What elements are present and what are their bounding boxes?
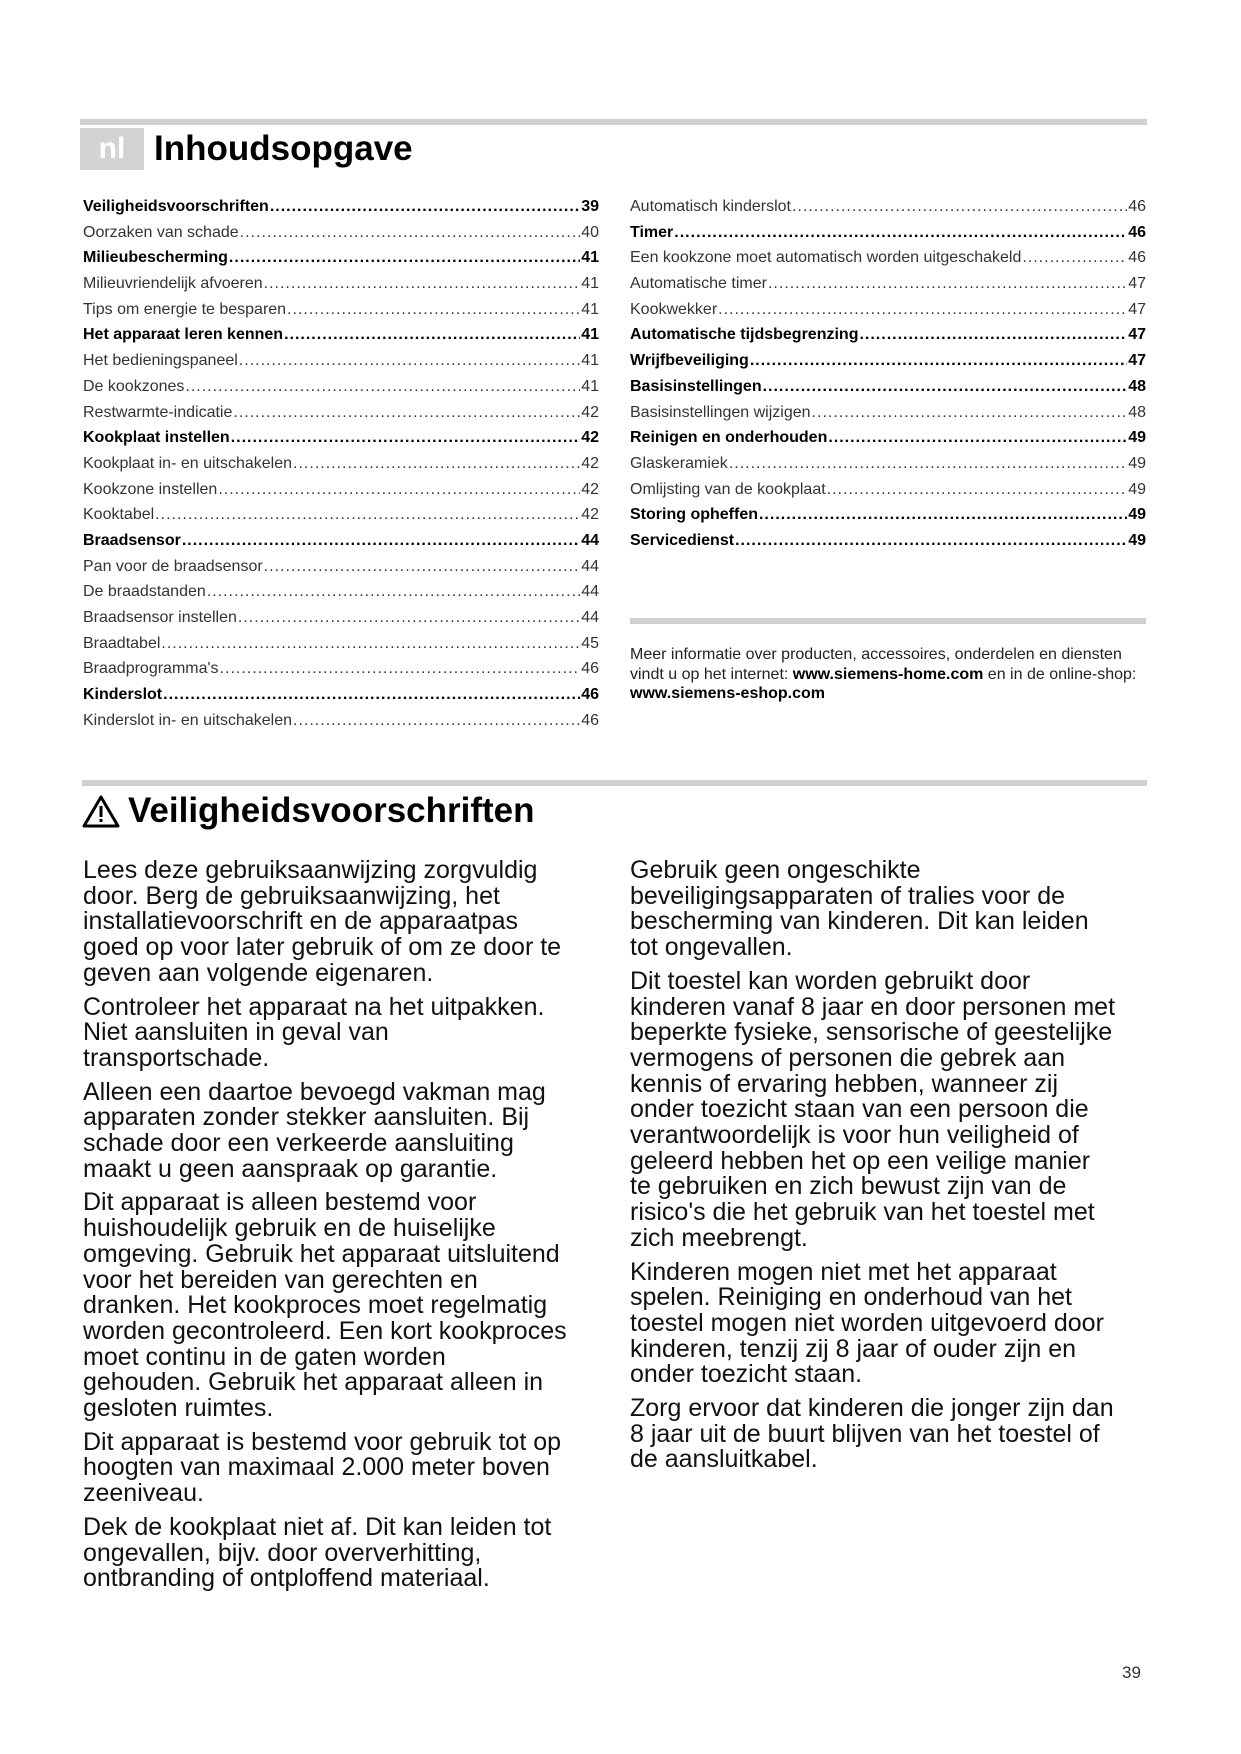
dot-leader (163, 682, 580, 708)
text-line: kennis of ervaring hebben, wanneer zij (630, 1069, 1059, 1098)
toc-entry-label: De braadstanden (83, 583, 206, 601)
text-line: ongevallen, bijv. door oververhitting, (83, 1538, 482, 1567)
toc-entry[interactable] (83, 400, 599, 426)
text-line: bescherming van kinderen. Dit kan leiden (630, 907, 1089, 936)
toc-entry[interactable] (630, 451, 1146, 477)
dot-leader (231, 425, 581, 451)
text-line: gesloten ruimtes. (83, 1394, 274, 1423)
toc-entry-page: 49 (1128, 531, 1146, 549)
toc-entry[interactable] (83, 528, 599, 554)
dot-leader (293, 708, 580, 734)
dot-leader (759, 502, 1127, 528)
text-line: verantwoordelijk is voor hun veiligheid of (630, 1121, 1079, 1150)
toc-entry[interactable] (630, 322, 1146, 348)
text-line: Alleen een daartoe bevoegd vakman mag (83, 1077, 546, 1106)
toc-entry[interactable] (83, 708, 599, 734)
text-line: transportschade. (83, 1043, 270, 1072)
toc-entry-page: 39 (581, 198, 599, 215)
text-line: Zorg ervoor dat kinderen die jonger zijn dan (630, 1394, 1114, 1423)
text-line: voor het bereiden van gerechten en (83, 1265, 478, 1294)
dot-leader (287, 297, 580, 323)
text-line: schade door een verkeerde aansluiting (83, 1129, 514, 1158)
toc-entry-label: Glaskeramiek (630, 454, 728, 472)
toc-entry[interactable] (630, 477, 1146, 503)
text-line: apparaten zonder stekker aansluiten. Bij (83, 1103, 530, 1132)
safety-paragraph (83, 1512, 603, 1593)
safety-paragraph (630, 858, 1150, 961)
text-line: te gebruiken en zich bewust zijn van de (630, 1172, 1067, 1201)
safety-paragraph (83, 1427, 603, 1508)
toc-entry-page: 48 (1128, 377, 1146, 395)
text-line: toestel mogen niet worden uitgevoerd door (630, 1308, 1104, 1337)
toc-entry[interactable] (83, 579, 599, 605)
toc-entry-page: 46 (581, 686, 599, 704)
toc-entry-page: 49 (1128, 506, 1146, 524)
text-line: door. Berg de gebruiksaanwijzing, het (83, 881, 500, 910)
toc-entry-page: 46 (1128, 223, 1146, 241)
toc-entry[interactable] (83, 631, 599, 657)
toc-entry[interactable] (630, 194, 1146, 220)
text-line: Dit toestel kan worden gebruikt door (630, 966, 1031, 995)
toc-entry-page: 48 (1128, 403, 1146, 421)
safety-paragraph (630, 1396, 1150, 1473)
toc-entry-page: 47 (1128, 352, 1146, 370)
text-line: worden gecontroleerd. Een kort kookproces (83, 1316, 567, 1345)
toc-entry-label: Braadsensor (83, 531, 181, 549)
section-title: Veiligheidsvoorschriften (128, 791, 535, 830)
toc-entry-label: Het bedieningspaneel (83, 352, 238, 370)
text-line: Niet aansluiten in geval van (83, 1018, 389, 1047)
toc-entry-label: Servicedienst (630, 531, 735, 549)
safety-left-column (83, 858, 603, 1600)
page-title: Inhoudsopgave (154, 129, 413, 168)
text-line: omgeving. Gebruik het apparaat uitsluitend (83, 1239, 560, 1268)
dot-leader (264, 271, 581, 297)
toc-entry-label: Braadprogramma's (83, 660, 219, 678)
toc-entry[interactable] (630, 245, 1146, 271)
text-line: kinderen vanaf 8 jaar en door personen met (630, 992, 1116, 1021)
toc-entry[interactable] (630, 528, 1146, 554)
toc-entry-label: Het apparaat leren kennen (83, 326, 284, 344)
toc-entry-label: Automatische timer (630, 275, 767, 293)
toc-entry-label: Omlijsting van de kookplaat (630, 480, 826, 498)
safety-paragraph (83, 858, 603, 987)
toc-entry-label: Veiligheidsvoorschriften (83, 198, 269, 215)
text-line: hoogten van maximaal 2.000 meter boven (83, 1453, 550, 1482)
dot-leader (155, 502, 580, 528)
toc-entry-page: 44 (581, 609, 599, 626)
dot-leader (763, 374, 1128, 400)
toc-entry-label: Kinderslot in- en uitschakelen (83, 711, 293, 729)
info-note (630, 645, 1150, 704)
toc-entry-page: 41 (581, 249, 599, 267)
toc-entry-label: De kookzones (83, 377, 185, 395)
toc-entry[interactable] (83, 194, 599, 220)
text-line: onder toezicht staan van een persoon die (630, 1095, 1089, 1124)
dot-leader (293, 451, 580, 477)
text-line: moet continu in de gaten worden (83, 1342, 446, 1371)
language-badge: nl (80, 128, 144, 170)
section-heading (82, 788, 535, 834)
toc-entry-page: 42 (581, 506, 599, 524)
text-line: geven aan volgende eigenaren. (83, 958, 434, 987)
dot-leader (207, 579, 580, 605)
text-line: Dit apparaat is alleen bestemd voor (83, 1188, 477, 1217)
toc-entry[interactable] (630, 502, 1146, 528)
toc-entry-label: Automatisch kinderslot (630, 198, 791, 215)
toc-entry-label: Kookplaat instellen (83, 429, 230, 447)
dot-leader (735, 528, 1127, 554)
toc-entry[interactable] (83, 271, 599, 297)
toc-right-column (630, 194, 1146, 554)
toc-entry[interactable] (630, 425, 1146, 451)
toc-entry[interactable] (630, 271, 1146, 297)
toc-entry-page: 46 (1128, 198, 1146, 215)
toc-entry[interactable] (630, 400, 1146, 426)
text-line: maakt u geen aanspraak op garantie. (83, 1154, 498, 1183)
toc-entry-page: 42 (581, 480, 599, 498)
dot-leader (827, 477, 1128, 503)
dot-leader (161, 631, 580, 657)
toc-entry[interactable] (83, 425, 599, 451)
toc-entry[interactable] (83, 682, 599, 708)
text-line: 8 jaar uit de buurt blijven van het toestel of (630, 1419, 1100, 1448)
text-line: gehouden. Gebruik het apparaat alleen in (83, 1368, 544, 1397)
text-line: Dit apparaat is bestemd voor gebruik tot op (83, 1427, 562, 1456)
toc-entry-page: 42 (581, 403, 599, 421)
dot-leader (238, 605, 580, 631)
text-line: geleerd hebben het op een veilige manier (630, 1146, 1091, 1175)
toc-entry-page: 41 (581, 300, 599, 318)
toc-entry[interactable] (83, 348, 599, 374)
toc-entry-label: Basisinstellingen (630, 377, 762, 395)
toc-entry-page: 41 (581, 377, 599, 395)
text-line: Gebruik geen ongeschikte (630, 856, 921, 884)
dot-leader (812, 400, 1128, 426)
text-line: dranken. Het kookproces moet regelmatig (83, 1291, 548, 1320)
toc-entry[interactable] (630, 374, 1146, 400)
eshop-link[interactable]: www.siemens-eshop.com (630, 685, 826, 702)
toc-entry-page: 40 (581, 223, 599, 241)
toc-entry[interactable] (83, 297, 599, 323)
toc-entry-page: 49 (1128, 480, 1146, 498)
info-text: en in de online-shop: (983, 665, 1137, 683)
text-line: beveiligingsapparaten of tralies voor de (630, 881, 1065, 910)
toc-entry-page: 47 (1128, 275, 1146, 293)
dot-leader (1022, 245, 1127, 271)
toc-entry-label: Kookzone instellen (83, 480, 218, 498)
toc-entry-page: 44 (581, 557, 599, 575)
toc-entry-label: Oorzaken van schade (83, 223, 239, 241)
toc-entry-page: 46 (1128, 249, 1146, 267)
text-line: Dek de kookplaat niet af. Dit kan leiden tot (83, 1512, 552, 1541)
toc-entry-page: 42 (581, 429, 599, 447)
text-line: zich meebrengt. (630, 1223, 808, 1252)
dot-leader (718, 297, 1127, 323)
dot-leader (218, 477, 580, 503)
toc-entry-label: Kookwekker (630, 300, 718, 318)
dot-leader (729, 451, 1127, 477)
toc-entry-page: 44 (581, 531, 599, 549)
dot-leader (182, 528, 580, 554)
safety-right-column (630, 858, 1150, 1481)
dot-leader (270, 194, 580, 220)
toc-entry-page: 49 (1128, 454, 1146, 472)
text-line: huishoudelijk gebruik en de huiselijke (83, 1214, 496, 1243)
toc-entry-label: Reinigen en onderhouden (630, 429, 828, 447)
toc-entry-label: Storing opheffen (630, 506, 758, 524)
toc-entry-label: Pan voor de braadsensor (83, 557, 263, 575)
toc-entry-label: Milieubescherming (83, 249, 228, 267)
toc-entry-label: Kooktabel (83, 506, 155, 524)
toc-entry[interactable] (83, 374, 599, 400)
dot-leader (674, 220, 1127, 246)
toc-entry-page: 41 (581, 352, 599, 370)
safety-paragraph (630, 966, 1150, 1252)
toc-entry[interactable] (83, 451, 599, 477)
text-line: zeeniveau. (83, 1479, 204, 1508)
page-number: 39 (1122, 1663, 1141, 1682)
toc-entry[interactable] (83, 322, 599, 348)
top-divider (80, 119, 1147, 125)
dot-leader (239, 348, 580, 374)
dot-leader (284, 322, 580, 348)
safety-paragraph (630, 1257, 1150, 1389)
toc-entry-label: Braadtabel (83, 634, 161, 652)
info-text: Meer informatie over producten, accessoires, onderdelen en diensten vindt u op het internet: (630, 646, 1122, 683)
toc-entry-label: Milieuvriendelijk afvoeren (83, 275, 263, 293)
toc-entry[interactable] (83, 656, 599, 682)
toc-entry-page: 46 (581, 660, 599, 678)
dot-leader (264, 554, 581, 580)
toc-entry[interactable] (630, 220, 1146, 246)
toc-entry[interactable] (630, 348, 1146, 374)
toc-entry-page: 49 (1128, 429, 1146, 447)
toc-entry-label: Restwarmte-indicatie (83, 403, 233, 421)
text-line: tot ongevallen. (630, 933, 793, 962)
toc-entry[interactable] (83, 554, 599, 580)
toc-entry[interactable] (83, 605, 599, 631)
toc-entry-label: Tips om energie te besparen (83, 300, 287, 318)
dot-leader (229, 245, 580, 271)
toc-entry-label: Kinderslot (83, 686, 163, 704)
dot-leader (828, 425, 1127, 451)
toc-entry-page: 46 (581, 711, 599, 729)
toc-entry-page: 45 (581, 634, 599, 652)
dot-leader (185, 374, 580, 400)
toc-entry-label: Braadsensor instellen (83, 609, 237, 626)
toc-left-column (83, 194, 599, 733)
text-line: Kinderen mogen niet met het apparaat (630, 1257, 1057, 1286)
dot-leader (859, 322, 1127, 348)
toc-entry-page: 41 (581, 275, 599, 293)
toc-entry-page: 47 (1128, 300, 1146, 318)
text-line: onder toezicht staan. (630, 1360, 863, 1389)
safety-paragraph (83, 1190, 603, 1421)
text-line: goed op voor later gebruik of om ze door te (83, 933, 562, 962)
toc-entry[interactable] (83, 502, 599, 528)
toc-entry-label: Timer (630, 223, 674, 241)
text-line: spelen. Reiniging en onderhoud van het (630, 1283, 1073, 1312)
text-line: Controleer het apparaat na het uitpakken. (83, 992, 545, 1021)
text-line: risico's die het gebruik van het toestel met (630, 1198, 1095, 1227)
toc-entry-label: Basisinstellingen wijzigen (630, 403, 811, 421)
toc-entry-label: Een kookzone moet automatisch worden uitgeschakeld (630, 249, 1022, 267)
safety-paragraph (83, 1077, 603, 1183)
toc-entry[interactable] (630, 297, 1146, 323)
text-line: Lees deze gebruiksaanwijzing zorgvuldig (83, 856, 538, 884)
text-line: ontbranding of ontploffend materiaal. (83, 1564, 490, 1593)
toc-entry-page: 47 (1128, 326, 1146, 344)
toc-entry-label: Kookplaat in- en uitschakelen (83, 454, 293, 472)
dot-leader (792, 194, 1127, 220)
section-divider (82, 780, 1147, 786)
toc-entry[interactable] (83, 477, 599, 503)
info-divider (630, 618, 1146, 624)
toc-entry-page: 42 (581, 454, 599, 472)
dot-leader (750, 348, 1127, 374)
dot-leader (220, 656, 581, 682)
safety-paragraph (83, 992, 603, 1072)
toc-entry[interactable] (83, 220, 599, 246)
toc-entry-page: 41 (581, 326, 599, 344)
warning-icon (82, 794, 120, 828)
text-line: beperkte fysieke, sensorische of geestelijke (630, 1018, 1113, 1047)
text-line: vermogens of personen die gebrek aan (630, 1043, 1066, 1072)
dot-leader (240, 220, 581, 246)
dot-leader (233, 400, 580, 426)
toc-entry-label: Automatische tijdsbegrenzing (630, 326, 859, 344)
text-line: de aansluitkabel. (630, 1445, 818, 1474)
dot-leader (768, 271, 1127, 297)
toc-entry[interactable] (83, 245, 599, 271)
text-line: installatievoorschrift en de apparaatpas (83, 907, 518, 936)
toc-entry-label: Wrijfbeveiliging (630, 352, 749, 370)
text-line: kinderen, tenzij zij 8 jaar of ouder zijn en (630, 1334, 1077, 1363)
toc-entry-page: 44 (581, 583, 599, 601)
website-link[interactable]: www.siemens-home.com (792, 665, 984, 683)
